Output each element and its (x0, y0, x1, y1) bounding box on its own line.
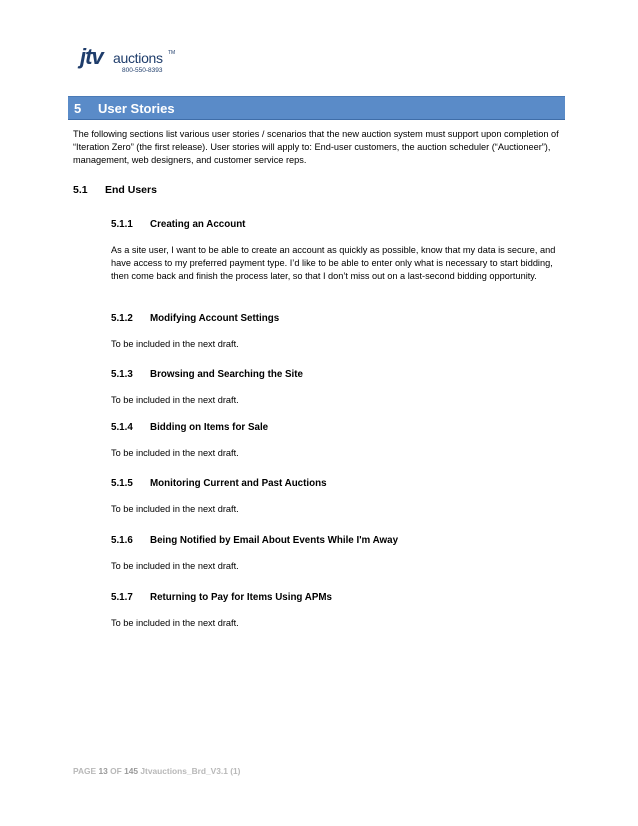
story-title: Browsing and Searching the Site (150, 369, 303, 380)
story-body: To be included in the next draft. (111, 395, 239, 405)
story-heading (111, 422, 563, 435)
story-body: To be included in the next draft. (111, 339, 239, 349)
story-body: To be included in the next draft. (111, 561, 239, 571)
story-heading (111, 369, 563, 382)
story-number: 5.1.7 (111, 592, 133, 603)
story-title: Bidding on Items for Sale (150, 422, 269, 433)
story-number: 5.1.2 (111, 313, 133, 324)
footer-page-label: PAGE (73, 766, 97, 776)
logo-phone: 800-550-8393 (122, 67, 163, 74)
section-number: 5 (74, 101, 82, 116)
section-heading-bar (68, 96, 565, 120)
jtv-auctions-logo (80, 46, 190, 74)
story-title: Modifying Account Settings (150, 313, 280, 324)
footer-page-total: 145 (124, 766, 139, 776)
story-email-notifications (111, 535, 563, 573)
story-heading (111, 219, 563, 232)
story-body: To be included in the next draft. (111, 618, 239, 628)
story-number: 5.1.6 (111, 535, 133, 546)
footer-of-label: OF (110, 766, 122, 776)
story-monitoring-auctions (111, 478, 563, 516)
subsection-number: 5.1 (73, 184, 88, 196)
story-body: To be included in the next draft. (111, 504, 239, 514)
footer-page-number: 13 (98, 766, 108, 776)
story-creating-account (111, 219, 563, 284)
footer-document-name: Jtvauctions_Brd_V3.1 (1) (140, 766, 241, 776)
story-modifying-account-settings (111, 313, 563, 351)
story-title: Being Notified by Email About Events While I'm Away (150, 535, 399, 546)
section-intro-paragraph: The following sections list various user stories / scenarios that the new auction system must support upon completion of “Iteration Zero” (the first release). User stories will apply to: End-user customers, the auction scheduler (“Auctioneer”), management, web designers, and customer service reps. (73, 129, 559, 166)
story-title: Monitoring Current and Past Auctions (150, 478, 327, 489)
logo-trademark: TM (168, 50, 176, 56)
story-bidding-on-items (111, 422, 563, 460)
story-heading (111, 535, 563, 548)
section-title: User Stories (98, 101, 175, 116)
story-heading (111, 478, 563, 491)
subsection-title: End Users (105, 184, 157, 196)
page-footer (73, 766, 240, 776)
story-browsing-searching (111, 369, 563, 407)
story-number: 5.1.4 (111, 422, 133, 433)
story-title: Returning to Pay for Items Using APMs (150, 592, 332, 603)
logo-brand-bold: jtv (80, 44, 103, 69)
story-number: 5.1.3 (111, 369, 133, 380)
story-heading (111, 592, 563, 605)
logo-brand-text: auctions (113, 50, 163, 66)
story-body: As a site user, I want to be able to create an account as quickly as possible, know that my data is secure, and have access to my preferred payment type. I’d like to be able to enter only what is necessary to start bidding, then come back and finish the process later, so that I don’t miss out on a last-second bidding opportunity. (111, 245, 556, 282)
story-number: 5.1.5 (111, 478, 133, 489)
story-returning-to-pay (111, 592, 563, 630)
story-number: 5.1.1 (111, 219, 133, 230)
story-title: Creating an Account (150, 219, 246, 230)
story-heading (111, 313, 563, 326)
story-body: To be included in the next draft. (111, 448, 239, 458)
